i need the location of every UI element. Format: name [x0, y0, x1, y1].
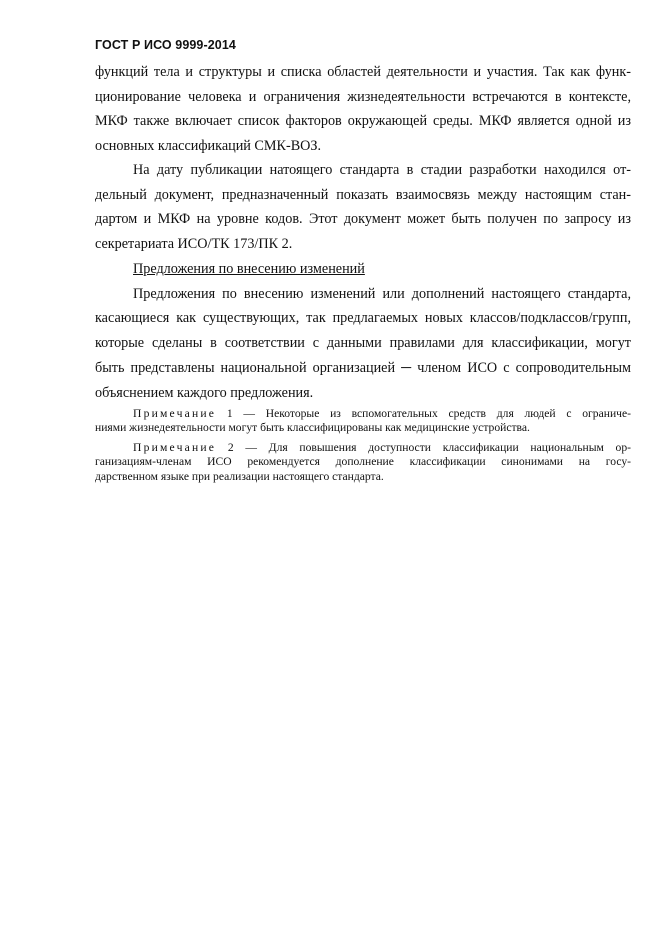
text-line: основных классификаций СМК-ВОЗ.: [95, 138, 322, 155]
text-line: дельный документ, предназначенный показать взаимосвязь между настоящим стан-: [95, 186, 631, 203]
note-line: дарственном языке при реализации настоящего стандарта.: [95, 469, 384, 483]
paragraph-1: [95, 60, 631, 159]
text-line: секретариата ИСО/ТК 173/ПК 2.: [95, 236, 293, 253]
note-line: [95, 441, 631, 455]
text-line: дартом и МКФ на уровне кодов. Этот документ может быть получен по запросу из: [95, 211, 631, 228]
text-line: функций тела и структуры и списка областей деятельности и участия. Так как функ-: [95, 64, 631, 80]
section-heading: Предложения по внесению изменений: [133, 261, 365, 277]
note-number: 1 —: [216, 407, 266, 420]
text-line: быть представлены национальной организацией ─ членом ИСО с сопроводительным: [95, 359, 631, 376]
note-label: Примечание: [133, 407, 217, 420]
text-line: МКФ также включает список факторов окружающей среды. МКФ является одной из: [95, 113, 631, 130]
document-header: ГОСТ Р ИСО 9999-2014: [95, 38, 236, 52]
note-number: 2 —: [216, 441, 269, 454]
text-line: ционирование человека и ограничения жизнедеятельности встречаются в контексте,: [95, 88, 631, 105]
text-line: которые сделаны в соответствии с данными правилами для классификации, могут: [95, 335, 631, 352]
text-line: На дату публикации натоящего стандарта в стадии разработки находился от-: [133, 162, 631, 178]
paragraph-2: [95, 158, 631, 257]
text-line: объяснением каждого предложения.: [95, 384, 314, 401]
note-line: ганизациям-членам ИСО рекомендуется дополнение классификации синонимами на госу-: [95, 455, 631, 469]
note-line: ниями жизнедеятельности могут быть классифицированы как медицинские устройства.: [95, 421, 530, 435]
text-line: касающиеся как существующих, так предлагаемых новых классов/подклассов/групп,: [95, 310, 631, 327]
note-text: Для повышения доступности классификации национальным ор-: [268, 441, 631, 454]
note-text: Некоторые из вспомогательных средств для людей с ограниче-: [265, 407, 631, 420]
note-1: [95, 407, 631, 436]
note-line: [95, 407, 631, 421]
note-label: Примечание: [133, 441, 217, 454]
note-2: [95, 441, 631, 484]
paragraph-3: [95, 257, 631, 405]
text-line: Предложения по внесению изменений или дополнений настоящего стандарта,: [133, 285, 631, 302]
